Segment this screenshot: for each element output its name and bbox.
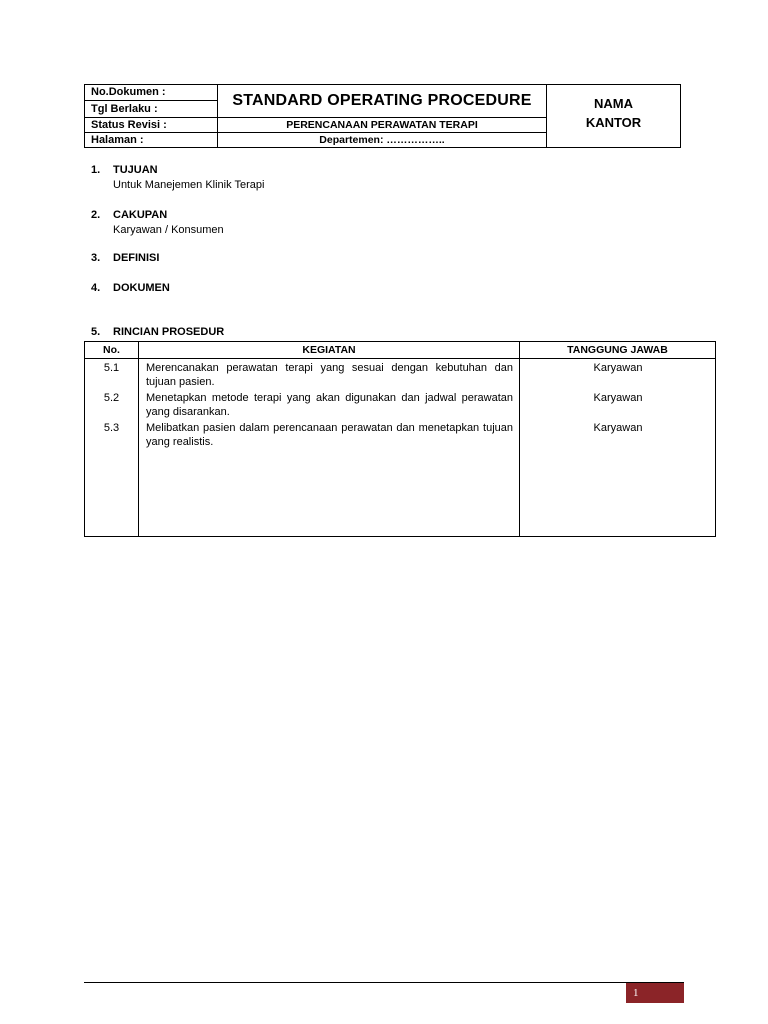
status-revisi-label: Status Revisi : (84, 117, 218, 133)
table-row (85, 360, 715, 390)
departemen-field: Departemen: …………….. (217, 132, 547, 148)
column-header-tanggung-jawab: TANGGUNG JAWAB (567, 344, 668, 356)
office-name-line1: NAMA (594, 96, 633, 111)
column-header-kegiatan: KEGIATAN (302, 344, 356, 356)
section-tujuan (91, 165, 264, 191)
row-tanggung-jawab: Karyawan (593, 392, 643, 404)
section-number: 2. (91, 209, 101, 221)
page-number: 1 (633, 987, 639, 999)
document-title: STANDARD OPERATING PROCEDURE (217, 84, 547, 118)
row-number: 5.1 (103, 362, 120, 374)
section-title: RINCIAN PROSEDUR (113, 326, 225, 338)
table-row (85, 420, 715, 450)
section-number: 4. (91, 282, 101, 294)
no-dokumen-label: No.Dokumen : (84, 84, 218, 101)
header-divider (85, 358, 715, 359)
tgl-berlaku-label: Tgl Berlaku : (84, 100, 218, 118)
office-name-box (546, 84, 681, 148)
section-content: Karyawan / Konsumen (113, 224, 224, 236)
section-rincian-prosedur (91, 327, 224, 338)
section-content: Untuk Manejemen Klinik Terapi (113, 179, 265, 191)
section-title: DEFINISI (113, 252, 160, 264)
row-kegiatan: Merencanakan perawatan terapi yang sesuai dengan kebutuhan dan tujuan pasien. (146, 362, 513, 388)
table-row (85, 390, 715, 420)
section-number: 1. (91, 164, 101, 176)
row-number: 5.3 (103, 422, 120, 434)
sop-header-table (84, 84, 681, 148)
document-subtitle: PERENCANAAN PERAWATAN TERAPI (217, 117, 547, 133)
page-number-badge (626, 983, 684, 1003)
column-header-no: No. (103, 344, 120, 356)
row-number: 5.2 (103, 392, 120, 404)
section-title: CAKUPAN (113, 209, 168, 221)
section-title: TUJUAN (113, 164, 158, 176)
footer-rule (84, 982, 684, 983)
row-tanggung-jawab: Karyawan (593, 422, 643, 434)
row-kegiatan: Menetapkan metode terapi yang akan digunakan dan jadwal perawatan yang disarankan. (146, 392, 513, 418)
section-number: 3. (91, 252, 101, 264)
section-number: 5. (91, 326, 101, 338)
procedure-table (84, 341, 716, 537)
office-name-line2: KANTOR (585, 115, 642, 130)
halaman-label: Halaman : (84, 132, 218, 148)
section-dokumen (91, 283, 170, 294)
section-title: DOKUMEN (113, 282, 170, 294)
section-definisi (91, 253, 159, 264)
section-cakupan (91, 210, 224, 236)
row-tanggung-jawab: Karyawan (593, 362, 643, 374)
row-kegiatan: Melibatkan pasien dalam perencanaan perawatan dan menetapkan tujuan yang realistis. (146, 422, 513, 448)
